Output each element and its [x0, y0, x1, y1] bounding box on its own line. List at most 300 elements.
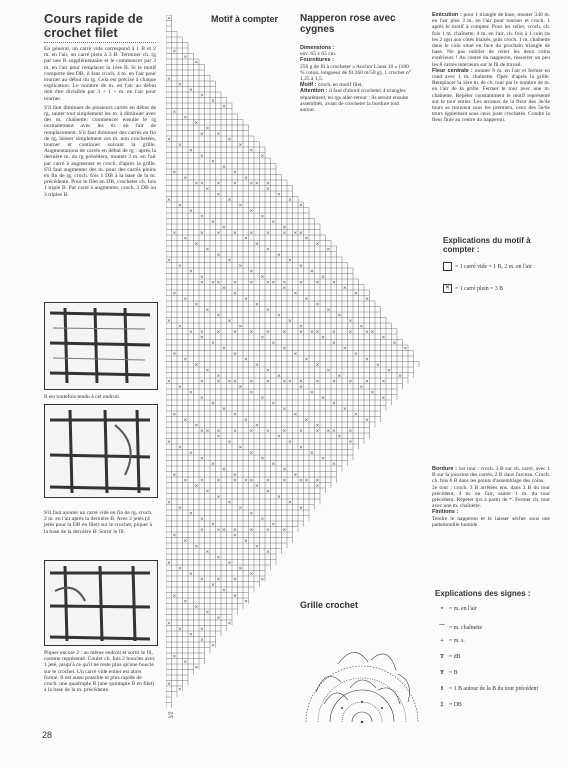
- svg-text:×: ×: [216, 313, 221, 319]
- svg-text:×: ×: [387, 368, 391, 374]
- svg-text:×: ×: [200, 231, 204, 236]
- bordure-value: 1er tour : croch. 3 B sur ch. carré, avec 1 B sur la jonction des carrés, 2 B dans l'arceau. Croch. ch. fois 6 B dans les points d'assemblage des coins.: [432, 466, 550, 485]
- svg-text:×: ×: [211, 462, 215, 467]
- svg-text:×: ×: [299, 231, 303, 236]
- attention-label: Attention :: [300, 88, 328, 95]
- svg-text:×: ×: [299, 445, 303, 451]
- svg-text:×: ×: [348, 330, 353, 335]
- svg-text:×: ×: [211, 220, 215, 225]
- svg-text:×: ×: [315, 242, 320, 247]
- svg-text:×: ×: [227, 621, 232, 627]
- svg-text:×: ×: [172, 352, 177, 357]
- finitions-label: Finitions :: [432, 509, 459, 516]
- svg-text:×: ×: [189, 88, 193, 93]
- svg-text:×: ×: [233, 478, 237, 484]
- svg-text:×: ×: [216, 379, 221, 385]
- svg-text:×: ×: [183, 297, 188, 302]
- svg-text:×: ×: [194, 121, 199, 126]
- svg-text:×: ×: [381, 379, 386, 385]
- svg-text:×: ×: [304, 357, 309, 363]
- svg-text:×: ×: [255, 423, 259, 429]
- svg-text:×: ×: [233, 352, 237, 357]
- svg-text:×: ×: [315, 423, 320, 429]
- svg-text:×: ×: [282, 330, 287, 335]
- signs-title: Explications des signes :: [435, 589, 531, 598]
- svg-text:×: ×: [194, 242, 199, 247]
- svg-text:×: ×: [315, 484, 320, 489]
- svg-text:×: ×: [343, 286, 347, 291]
- svg-text:×: ×: [222, 528, 226, 533]
- svg-text:×: ×: [200, 429, 204, 434]
- svg-text:×: ×: [255, 484, 259, 489]
- svg-text:×: ×: [370, 330, 375, 335]
- svg-text:×: ×: [310, 330, 314, 335]
- stitch-symbol-icon: •: [440, 606, 444, 612]
- svg-text:×: ×: [172, 412, 177, 418]
- svg-text:×: ×: [205, 610, 210, 616]
- svg-text:×: ×: [211, 401, 215, 407]
- svg-text:×: ×: [194, 544, 199, 550]
- svg-text:×: ×: [282, 346, 287, 352]
- svg-text:×: ×: [266, 330, 270, 335]
- svg-text:×: ×: [282, 407, 287, 412]
- svg-text:×: ×: [326, 247, 331, 253]
- svg-text:×: ×: [216, 429, 221, 434]
- svg-text:×: ×: [255, 544, 259, 550]
- svg-text:×: ×: [178, 385, 182, 390]
- svg-text:×: ×: [381, 335, 386, 341]
- svg-text:×: ×: [211, 159, 215, 165]
- svg-text:×: ×: [233, 280, 237, 286]
- svg-text:×: ×: [178, 687, 182, 693]
- svg-text:×: ×: [354, 412, 358, 418]
- svg-text:×: ×: [167, 561, 171, 566]
- svg-text:×: ×: [178, 445, 182, 451]
- svg-text:×: ×: [233, 181, 237, 187]
- svg-text:×: ×: [282, 429, 287, 434]
- svg-text:×: ×: [326, 368, 331, 374]
- svg-text:×: ×: [200, 379, 204, 385]
- svg-text:×: ×: [200, 517, 204, 522]
- svg-text:×: ×: [194, 484, 199, 489]
- svg-text:×: ×: [304, 478, 309, 484]
- svg-text:×: ×: [354, 352, 358, 357]
- svg-text:×: ×: [205, 550, 210, 555]
- svg-text:×: ×: [227, 440, 232, 445]
- svg-text:×: ×: [293, 473, 298, 478]
- svg-text:×: ×: [200, 214, 204, 220]
- svg-text:×: ×: [249, 379, 254, 385]
- svg-text:×: ×: [348, 319, 353, 324]
- motif-value: croch. en motif filet.: [317, 82, 363, 89]
- svg-text:×: ×: [222, 407, 226, 412]
- svg-text:×: ×: [266, 187, 270, 192]
- svg-text:×: ×: [216, 528, 221, 533]
- svg-text:×: ×: [321, 335, 325, 341]
- svg-text:×: ×: [200, 638, 204, 643]
- svg-text:×: ×: [277, 313, 281, 319]
- svg-text:×: ×: [189, 451, 193, 456]
- svg-text:×: ×: [211, 99, 215, 104]
- svg-text:×: ×: [205, 308, 210, 313]
- chart-grid: [166, 15, 419, 708]
- svg-text:×: ×: [200, 577, 204, 583]
- svg-text:×: ×: [348, 440, 353, 445]
- svg-text:×: ×: [282, 286, 287, 291]
- svg-text:×: ×: [392, 341, 397, 346]
- svg-text:×: ×: [189, 390, 193, 396]
- svg-text:×: ×: [178, 264, 182, 269]
- svg-text:×: ×: [167, 198, 171, 203]
- svg-text:×: ×: [167, 500, 171, 506]
- svg-text:×: ×: [326, 308, 331, 313]
- svg-text:×: ×: [244, 236, 248, 242]
- svg-text:×: ×: [183, 539, 188, 544]
- svg-text:×: ×: [244, 176, 248, 181]
- svg-text:×: ×: [332, 379, 336, 385]
- fleur-value: monter 8 m. en l'air et fermer en rond avec 1 m. chaînette. Opér. d'après la grille. Remplacer la 1ère m. de ch. tour par le nombre de m. en l'air de la grille. Fermer le tour avec une m. chaînette. Répéter constamment le motif représenté sur le tour entier. Les arceaux de la fleur des 3e/4e tours se trouvent sous les premiers, ceux des 5e/6e tours également sous ceux juste crochetés. Coudre la fleur finie au centre du napperon.: [432, 67, 550, 124]
- svg-text:×: ×: [299, 264, 303, 269]
- svg-text:×: ×: [216, 616, 221, 621]
- svg-text:×: ×: [249, 528, 254, 533]
- svg-text:×: ×: [266, 308, 270, 313]
- svg-text:×: ×: [277, 434, 281, 440]
- svg-text:×: ×: [200, 330, 204, 335]
- svg-text:×: ×: [260, 275, 265, 280]
- svg-text:×: ×: [178, 82, 182, 88]
- svg-text:×: ×: [189, 632, 193, 638]
- svg-text:×: ×: [216, 374, 221, 379]
- svg-text:×: ×: [200, 132, 204, 137]
- svg-text:×: ×: [332, 401, 336, 407]
- svg-text:×: ×: [365, 418, 369, 423]
- sign-text: = m. s.: [449, 638, 465, 644]
- svg-text:×: ×: [299, 429, 303, 434]
- svg-text:×: ×: [233, 330, 237, 335]
- svg-text:×: ×: [178, 566, 182, 572]
- sign-row: [435, 670, 458, 676]
- svg-text:×: ×: [205, 247, 210, 253]
- svg-text:×: ×: [381, 396, 386, 401]
- svg-text:×: ×: [178, 324, 182, 330]
- chart-heading: Motif à compter: [211, 14, 279, 24]
- svg-text:×: ×: [233, 577, 237, 583]
- svg-text:×: ×: [249, 181, 254, 187]
- svg-text:×: ×: [260, 335, 265, 341]
- svg-text:×: ×: [304, 236, 309, 242]
- svg-text:×: ×: [321, 396, 325, 401]
- svg-text:×: ×: [293, 412, 298, 418]
- svg-text:×: ×: [370, 390, 375, 396]
- svg-text:×: ×: [211, 583, 215, 588]
- svg-text:×: ×: [348, 429, 353, 434]
- svg-text:×: ×: [354, 291, 358, 297]
- svg-text:×: ×: [365, 379, 369, 385]
- photo-caption-1: Il est toutefois tendu à cet endroit.: [44, 394, 121, 400]
- svg-text:×: ×: [233, 291, 237, 297]
- svg-text:×: ×: [183, 660, 188, 665]
- svg-text:×: ×: [216, 434, 221, 440]
- svg-text:×: ×: [216, 555, 221, 561]
- svg-text:×: ×: [178, 143, 182, 148]
- svg-text:×: ×: [359, 324, 364, 330]
- svg-text:×: ×: [178, 506, 182, 511]
- svg-text:×: ×: [260, 517, 265, 522]
- svg-text:×: ×: [277, 253, 281, 258]
- svg-text:×: ×: [244, 539, 248, 544]
- fleur-label: Fleur centrale :: [432, 67, 473, 74]
- svg-text:×: ×: [233, 170, 237, 176]
- svg-text:×: ×: [205, 126, 210, 132]
- svg-text:×: ×: [200, 528, 204, 533]
- svg-text:×: ×: [167, 379, 171, 385]
- svg-text:×: ×: [167, 682, 171, 687]
- sign-text: = dB: [449, 654, 461, 660]
- svg-text:×: ×: [255, 181, 259, 187]
- svg-text:×: ×: [249, 511, 254, 517]
- svg-text:×: ×: [255, 242, 259, 247]
- svg-text:×: ×: [315, 363, 320, 368]
- svg-text:×: ×: [189, 572, 193, 577]
- svg-text:×: ×: [200, 627, 204, 632]
- svg-text:×: ×: [299, 330, 303, 335]
- svg-text:×: ×: [238, 143, 243, 148]
- svg-text:×: ×: [183, 115, 188, 121]
- svg-text:×: ×: [255, 302, 259, 308]
- svg-text:×: ×: [167, 621, 171, 627]
- svg-text:×: ×: [271, 341, 276, 346]
- svg-text:×: ×: [249, 209, 254, 214]
- svg-text:×: ×: [271, 462, 276, 467]
- svg-text:×: ×: [205, 489, 210, 495]
- svg-text:×: ×: [332, 429, 336, 434]
- svg-text:×: ×: [249, 451, 254, 456]
- svg-text:×: ×: [200, 181, 204, 187]
- stitch-symbol-icon: ⌒: [439, 625, 445, 631]
- svg-text:×: ×: [315, 478, 320, 484]
- svg-text:×: ×: [255, 363, 259, 368]
- stitch-symbol-icon: T: [440, 654, 444, 660]
- left-column: [44, 12, 156, 198]
- svg-text:×: ×: [205, 429, 210, 434]
- svg-text:×: ×: [167, 137, 171, 143]
- empty-square-icon: [443, 262, 452, 271]
- photo-caption-3: Piquer encore 2 : au même endroit et sortir le fil, comme représenté. Couler ch. fois 2 boucles avec 1 jeté, jusqu'à ce qu'il ne reste plus qu'une boucle sur le crochet. Un carré vide entier est alors formé. Il est aussi possible et plus rapide de croch. une quadruple B (une quintuple B en filet) à la base de la m. précédente.: [44, 650, 156, 694]
- svg-text:×: ×: [167, 319, 171, 324]
- sign-text: = m. chaînette: [449, 625, 483, 631]
- svg-text:×: ×: [249, 148, 254, 154]
- svg-text:×: ×: [337, 313, 342, 319]
- svg-text:×: ×: [271, 280, 276, 286]
- svg-text:×: ×: [227, 258, 232, 264]
- svg-text:×: ×: [222, 225, 226, 231]
- svg-text:×: ×: [277, 192, 281, 198]
- svg-text:×: ×: [172, 110, 177, 115]
- crochet-photo-3: [44, 560, 158, 646]
- svg-text:×: ×: [194, 605, 199, 610]
- svg-text:×: ×: [282, 478, 287, 484]
- svg-text:×: ×: [266, 379, 270, 385]
- doily-title: Napperon rose avec cygnes: [300, 13, 396, 35]
- svg-text:×: ×: [189, 330, 193, 335]
- attention-value: il faut d'abord crocheter 4 triangles séparément, en rgs aller-retour ; ils seront ensuite assemblés, avant de crocheter la bordure tout autour.: [300, 88, 409, 114]
- svg-text:×: ×: [288, 258, 292, 264]
- svg-text:×: ×: [315, 429, 320, 434]
- svg-text:×: ×: [238, 203, 243, 209]
- svg-text:×: ×: [337, 434, 342, 440]
- svg-text:×: ×: [271, 401, 276, 407]
- tour2-value: 2e tour : croch. 3 B arrêtées ens. dans 3 B du tour précédent, 4 m. en l'air, sauter 1 m. du tour précédent. Répéter tjrs à partir de *. Fermer ch. tour avec une m. chaînette.: [432, 484, 550, 510]
- svg-text:×: ×: [398, 374, 402, 379]
- svg-text:×: ×: [244, 418, 248, 423]
- svg-text:×: ×: [403, 346, 408, 352]
- svg-text:×: ×: [321, 275, 325, 280]
- svg-text:×: ×: [216, 181, 221, 187]
- svg-text:×: ×: [244, 599, 248, 605]
- svg-text:×: ×: [238, 264, 243, 269]
- svg-text:×: ×: [271, 522, 276, 528]
- instructions-text: S'il faut diminuer de plusieurs carrés en début de rg, sauter tout simplement les m. à diminuer avec des m. chaînette; commencer ensuite le rg normalement avec les m. en l'air de remplacement. S'il faut diminuer des carrés en fin de rg, laisser simplement ces m. non crochetées, tourner et continuer suivant la grille. Augmentations de carrés en début de rg : après la dernière m. du rg précédent, monter 3 m. en l'air par carré à augmenter et croch. d'après la grille. S'il faut augmenter des m. pour des carrés pleins en fin de rg, croch. fois 1 DB à la base de la m. précédente. Pour le filet en DB, crocheter ch. fois 1 triple B. Par carré à augmenter, croch. 3 DB ou 3 triples B.: [44, 104, 156, 198]
- svg-text:×: ×: [365, 357, 369, 363]
- svg-text:×: ×: [227, 198, 232, 203]
- svg-text:×: ×: [172, 533, 177, 539]
- svg-text:×: ×: [260, 396, 265, 401]
- svg-text:×: ×: [249, 280, 254, 286]
- svg-text:×: ×: [249, 390, 254, 396]
- svg-text:×: ×: [277, 495, 281, 500]
- svg-text:×: ×: [266, 489, 270, 495]
- legend-empty-row: [443, 262, 532, 271]
- svg-text:×: ×: [304, 418, 309, 423]
- svg-text:×: ×: [266, 528, 270, 533]
- svg-text:×: ×: [222, 165, 226, 170]
- svg-text:×: ×: [299, 385, 303, 390]
- svg-text:×: ×: [227, 500, 232, 506]
- svg-text:×: ×: [260, 456, 265, 462]
- svg-text:×: ×: [233, 379, 237, 385]
- svg-text:×: ×: [200, 154, 204, 159]
- cross-square-icon: ✕: [444, 285, 451, 291]
- svg-text:×: ×: [260, 577, 265, 583]
- bordure-block: [432, 466, 550, 528]
- svg-text:×: ×: [260, 154, 265, 159]
- chart-filled-squares: [167, 16, 408, 693]
- svg-text:×: ×: [244, 297, 248, 302]
- grille-heading: Grille crochet: [300, 600, 359, 610]
- svg-text:×: ×: [293, 231, 298, 236]
- sign-text: = m. en l'air: [449, 606, 477, 612]
- sign-text: = 1 B autour de la B du tour précédent: [449, 686, 539, 692]
- execution-label: Exécution :: [432, 12, 462, 18]
- svg-text:×: ×: [249, 269, 254, 275]
- svg-text:×: ×: [172, 473, 177, 478]
- svg-text:×: ×: [299, 478, 303, 484]
- svg-text:×: ×: [183, 478, 188, 484]
- svg-text:×: ×: [266, 247, 270, 253]
- crochet-photo-2: [44, 404, 158, 498]
- svg-text:×: ×: [194, 363, 199, 368]
- svg-text:×: ×: [266, 231, 270, 236]
- sign-row: [435, 686, 538, 692]
- execution-value: pour 1 triangle de base, monter 340 m. en l'air plus 3 m. en l'air pour tourner et croch. 1 après le motif à compter. Pour les relier, croch. ch. fois 1 m. chaînette, 4 m. en l'air, ch. fois à 1 coin (ts les 2 rgs) aux côtés biaisés, puis croch. 1 m. chaînette dans le coin situé en face du prochain triangle de base. Ne pas oublier de relier les deux coins extérieurs ! Au centre du napperon, resserrer un peu les 8 carrés intérieurs sur le fil de travail.: [432, 12, 550, 68]
- finitions-value: Tendre le napperon et le laisser sécher sous une pattemouille humide.: [432, 515, 550, 528]
- svg-text:×: ×: [299, 506, 303, 511]
- stitch-symbol-icon: +: [440, 638, 444, 644]
- fournitures-label: Fournitures :: [300, 57, 334, 64]
- svg-text:×: ×: [249, 572, 254, 577]
- svg-text:×: ×: [205, 368, 210, 374]
- sign-row: [435, 638, 465, 644]
- svg-text:×: ×: [222, 286, 226, 291]
- svg-text:×: ×: [183, 236, 188, 242]
- svg-text:×: ×: [332, 280, 336, 286]
- svg-text:×: ×: [233, 473, 237, 478]
- svg-text:×: ×: [205, 187, 210, 192]
- svg-text:×: ×: [337, 374, 342, 379]
- svg-text:×: ×: [194, 665, 199, 671]
- svg-text:×: ×: [172, 49, 177, 55]
- svg-text:×: ×: [277, 374, 281, 379]
- svg-text:×: ×: [211, 522, 215, 528]
- svg-text:×: ×: [200, 478, 204, 484]
- svg-text:×: ×: [189, 148, 193, 154]
- svg-text:×: ×: [359, 385, 364, 390]
- svg-text:×: ×: [222, 467, 226, 473]
- svg-text:×: ×: [321, 456, 325, 462]
- materials-block: [300, 45, 412, 113]
- svg-text:×: ×: [238, 324, 243, 330]
- legend-full-row: [443, 284, 503, 293]
- svg-text:×: ×: [172, 654, 177, 660]
- svg-text:×: ×: [216, 577, 221, 583]
- svg-text:×: ×: [365, 330, 369, 335]
- svg-text:×: ×: [304, 297, 309, 302]
- svg-text:×: ×: [249, 478, 254, 484]
- svg-text:×: ×: [183, 418, 188, 423]
- svg-text:×: ×: [222, 588, 226, 594]
- svg-text:×: ×: [211, 643, 215, 649]
- svg-text:×: ×: [266, 280, 270, 286]
- svg-text:×: ×: [238, 506, 243, 511]
- svg-text:×: ×: [282, 467, 287, 473]
- svg-text:×: ×: [233, 594, 237, 599]
- svg-text:×: ×: [288, 379, 292, 385]
- svg-text:×: ×: [200, 93, 204, 99]
- svg-text:×: ×: [227, 561, 232, 566]
- svg-text:×: ×: [233, 231, 237, 236]
- svg-text:×: ×: [216, 192, 221, 198]
- motif-label: Motif :: [300, 82, 317, 89]
- svg-text:×: ×: [288, 500, 292, 506]
- svg-text:×: ×: [216, 280, 221, 286]
- svg-text:×: ×: [282, 379, 287, 385]
- svg-text:×: ×: [332, 462, 336, 467]
- svg-text:×: ×: [293, 352, 298, 357]
- svg-text:×: ×: [172, 291, 177, 297]
- svg-text:×: ×: [216, 495, 221, 500]
- svg-text:×: ×: [216, 253, 221, 258]
- sign-text: = DB: [449, 702, 462, 708]
- svg-text:×: ×: [211, 341, 215, 346]
- svg-text:×: ×: [233, 412, 237, 418]
- execution-block: [432, 12, 550, 124]
- svg-text:×: ×: [282, 528, 287, 533]
- svg-text:×: ×: [227, 379, 232, 385]
- bordure-label: Bordure :: [432, 466, 457, 472]
- svg-text:×: ×: [266, 550, 270, 555]
- crochet-photo-1: [44, 302, 158, 390]
- svg-text:×: ×: [222, 346, 226, 352]
